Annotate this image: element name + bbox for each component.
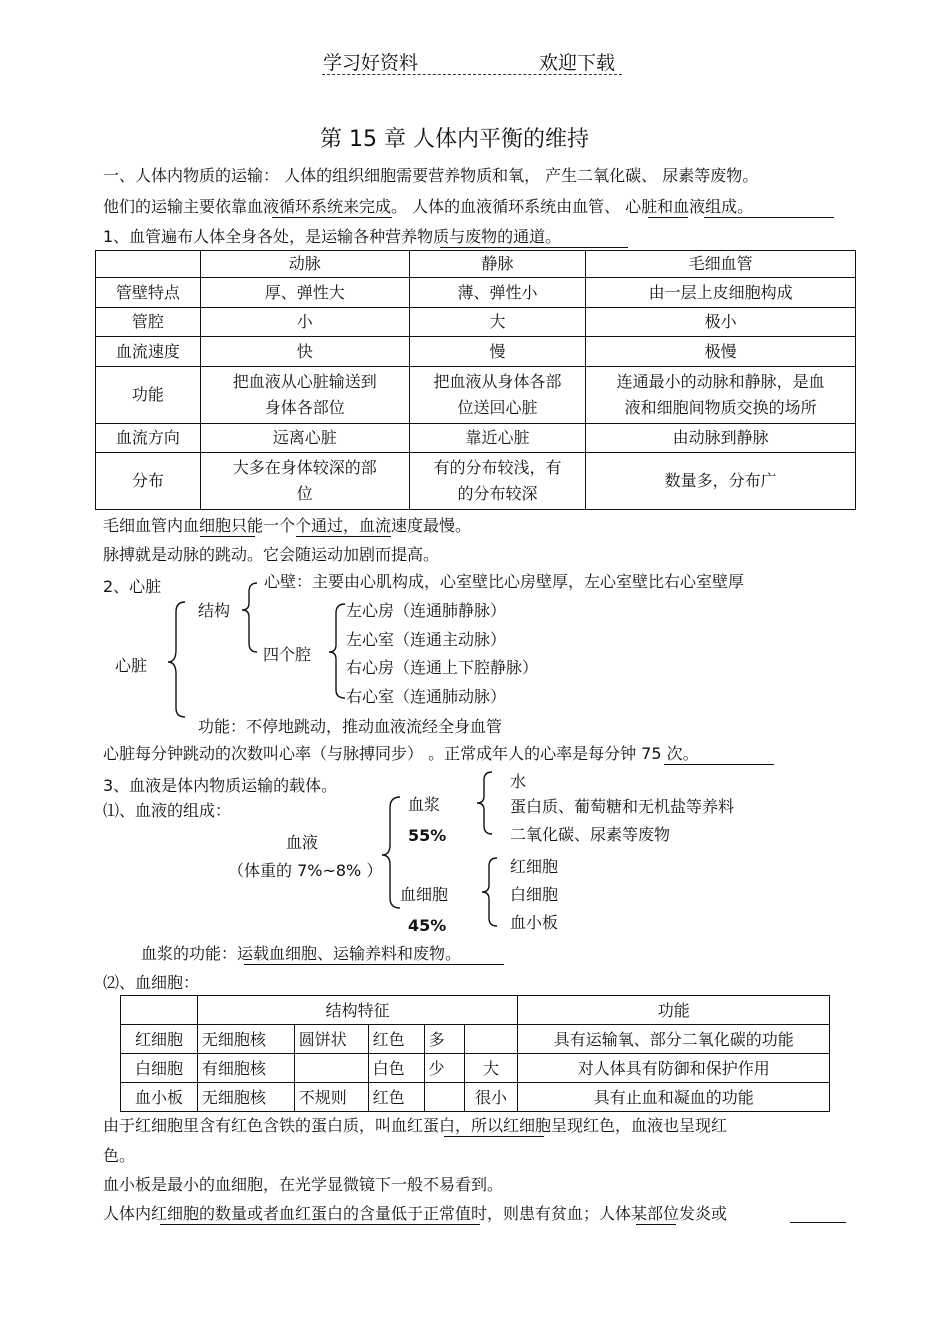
table-cell: 白色	[368, 1054, 424, 1083]
table-cell: 靠近心脏	[409, 424, 586, 453]
table-cell: 无细胞核	[197, 1025, 294, 1054]
table-cell	[424, 1083, 464, 1112]
table-cell: 大	[409, 308, 586, 337]
table-cell: 白细胞	[121, 1054, 198, 1083]
table-cell: 极小	[586, 308, 856, 337]
table-cell: 极慢	[586, 337, 856, 367]
intro-line-2: 他们的运输主要依靠血液循环系统来完成。 人体的血液循环系统由血管、 心脏和血液组成。	[103, 197, 754, 216]
table-header-cell	[121, 996, 198, 1025]
table-header-cell: 动脉	[200, 251, 409, 278]
table-cell: 红细胞	[121, 1025, 198, 1054]
table-cell: 红色	[368, 1083, 424, 1112]
table-cell: 血小板	[121, 1083, 198, 1112]
table-cell: 大多在身体较深的部 位	[200, 453, 409, 510]
underline	[664, 764, 774, 765]
heart-function: 功能：不停地跳动，推动血液流经全身血管	[198, 717, 503, 736]
table-cell: 分布	[96, 453, 201, 510]
table-cell: 厚、弹性大	[200, 278, 409, 308]
table-cell	[464, 1025, 518, 1054]
table-cell: 血流方向	[96, 424, 201, 453]
header-right: 欢迎下载	[539, 52, 616, 74]
capillary-note: 毛细血管内血细胞只能一个个通过，血流速度最慢。	[103, 516, 472, 535]
platelet-note: 血小板是最小的血细胞，在光学显微镜下一般不易看到。	[103, 1175, 504, 1194]
blood-cells-label: ⑵、血细胞：	[103, 973, 200, 992]
table-header-cell: 静脉	[409, 251, 586, 278]
brace-shape	[168, 602, 185, 717]
underline	[244, 964, 504, 965]
table-cell: 数量多，分布广	[586, 453, 856, 510]
hemoglobin-note: 由于红细胞里含有红色含铁的蛋白质，叫血红蛋白，所以红细胞呈现红色，血液也呈现红	[103, 1116, 728, 1135]
chambers-label: 四个腔	[263, 645, 312, 664]
table-cell: 红色	[368, 1025, 424, 1054]
plasma-label: 血浆	[408, 795, 441, 814]
table-cell: 由一层上皮细胞构成	[586, 278, 856, 308]
heart-rate-note: 心脏每分钟跳动的次数叫心率（与脉搏同步） 。正常成年人的心率是每分钟 75 次。	[103, 744, 699, 763]
chamber-item: 左心室（连通主动脉）	[346, 630, 507, 649]
table-cell: 功能	[96, 367, 201, 424]
blood-cell-table	[120, 995, 830, 1112]
table-cell: 不规则	[294, 1083, 368, 1112]
cell-item: 白细胞	[510, 885, 559, 904]
table-cell: 管腔	[96, 308, 201, 337]
plasma-percent: 55%	[408, 826, 447, 845]
chamber-item: 右心房（连通上下腔静脉）	[346, 658, 539, 677]
section1-heading: 1、血管遍布人体全身各处，是运输各种营养物质与废物的通道。	[103, 227, 562, 246]
cell-item: 红细胞	[510, 857, 559, 876]
pulse-note: 脉搏就是动脉的跳动。它会随运动加剧而提高。	[103, 545, 440, 564]
header-left: 学习好资料	[323, 52, 419, 74]
table-cell: 大	[464, 1054, 518, 1083]
heart-wall: 心壁：主要由心肌构成，心室壁比心房壁厚，左心室壁比右心室壁厚	[264, 572, 745, 591]
chamber-item: 左心房（连通肺静脉）	[346, 601, 507, 620]
table-header-cell: 功能	[518, 996, 830, 1025]
blood-weight: （体重的 7%~8% ）	[228, 861, 383, 880]
table-cell: 对人体具有防御和保护作用	[518, 1054, 830, 1083]
table-cell: 慢	[409, 337, 586, 367]
table-cell: 多	[424, 1025, 464, 1054]
blood-composition-label: ⑴、血液的组成：	[103, 801, 232, 820]
table-cell: 快	[200, 337, 409, 367]
chamber-item: 右心室（连通肺动脉）	[346, 687, 507, 706]
heart-root-label: 心脏	[115, 656, 148, 675]
table-header-cell: 结构特征	[197, 996, 518, 1025]
table-cell: 具有止血和凝血的功能	[518, 1083, 830, 1112]
anemia-note: 人体内红细胞的数量或者血红蛋白的含量低于正常值时，则患有贫血；人体某部位发炎或	[103, 1204, 728, 1223]
table-cell: 无细胞核	[197, 1083, 294, 1112]
table-cell: 远离心脏	[200, 424, 409, 453]
brace-shape	[329, 604, 345, 698]
table-row	[121, 1054, 830, 1083]
table-header-cell: 毛细血管	[586, 251, 856, 278]
table-cell: 具有运输氧、部分二氧化碳的功能	[518, 1025, 830, 1054]
brace-shape	[482, 858, 497, 926]
page-title: 第 15 章 人体内平衡的维持	[320, 127, 589, 152]
cells-percent: 45%	[408, 916, 447, 935]
brace-shape	[477, 772, 492, 834]
table-cell: 把血液从心脏输送到 身体各部位	[200, 367, 409, 424]
table-cell: 少	[424, 1054, 464, 1083]
table-cell: 血流速度	[96, 337, 201, 367]
table-cell: 连通最小的动脉和静脉，是血 液和细胞间物质交换的场所	[586, 367, 856, 424]
plasma-item: 水	[510, 772, 527, 791]
intro-line-1: 一、人体内物质的运输： 人体的组织细胞需要营养物质和氧， 产生二氧化碳、 尿素等废物。	[103, 166, 759, 185]
table-cell: 薄、弹性小	[409, 278, 586, 308]
table-cell: 有的分布较浅，有 的分布较深	[409, 453, 586, 510]
brace-shape	[242, 583, 257, 652]
table-row	[121, 1025, 830, 1054]
table-header-row	[121, 996, 830, 1025]
brace-shape	[382, 797, 400, 908]
section2-heading: 2、心脏	[103, 577, 162, 596]
plasma-item: 蛋白质、葡萄糖和无机盐等养料	[510, 797, 735, 816]
plasma-item: 二氧化碳、尿素等废物	[510, 825, 671, 844]
underline	[160, 1224, 480, 1225]
hemoglobin-note-continued: 色。	[103, 1146, 136, 1165]
plasma-function: 血浆的功能：运载血细胞、运输养料和废物。	[141, 944, 462, 963]
table-cell: 有细胞核	[197, 1054, 294, 1083]
section3-heading: 3、血液是体内物质运输的载体。	[103, 776, 338, 795]
underline	[636, 1224, 676, 1225]
table-cell: 圆饼状	[294, 1025, 368, 1054]
cells-label: 血细胞	[400, 885, 449, 904]
underline	[790, 1222, 846, 1223]
table-cell: 由动脉到静脉	[586, 424, 856, 453]
blood-label: 血液	[286, 833, 319, 852]
table-cell: 很小	[464, 1083, 518, 1112]
heart-structure-label: 结构	[198, 601, 231, 620]
cell-item: 血小板	[510, 913, 559, 932]
table-cell: 把血液从身体各部 位送回心脏	[409, 367, 586, 424]
table-cell	[294, 1054, 368, 1083]
table-cell: 小	[200, 308, 409, 337]
underline	[444, 1136, 544, 1137]
table-cell: 管壁特点	[96, 278, 201, 308]
table-row	[121, 1083, 830, 1112]
